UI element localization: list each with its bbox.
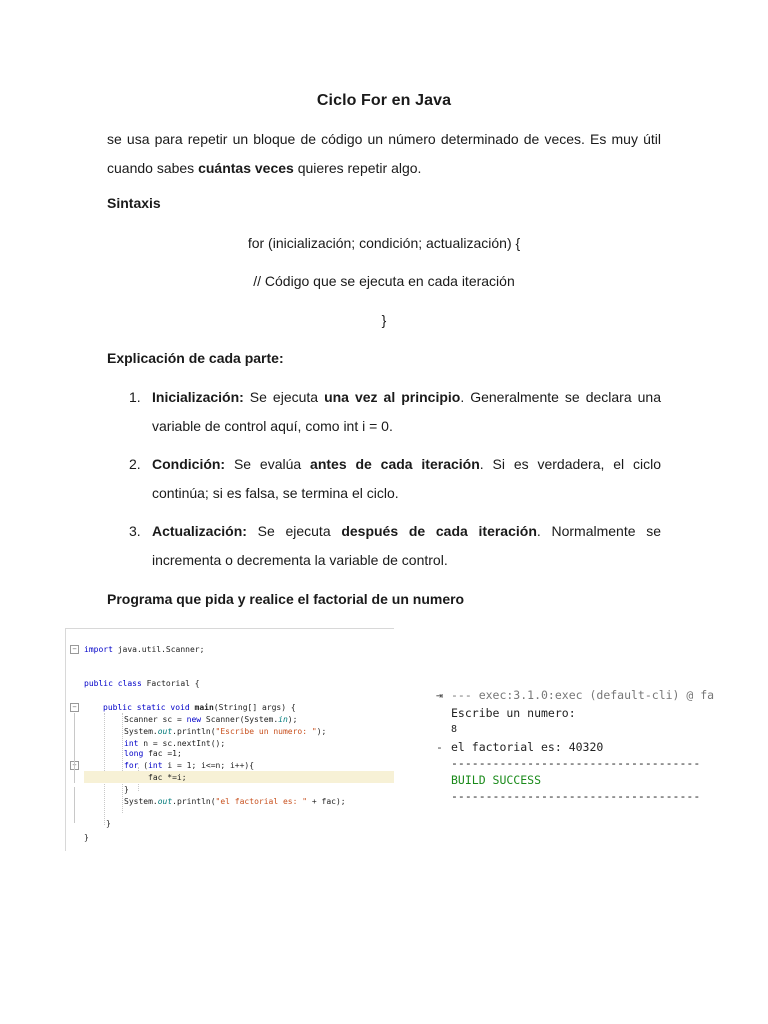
list-item-3	[152, 517, 661, 575]
console-input: 8	[451, 724, 458, 735]
intro-text: cuando sabes	[107, 160, 199, 176]
list-term: Actualización:	[152, 523, 247, 539]
keyword: int	[124, 739, 139, 748]
intro-text-end: quieres repetir algo.	[293, 160, 422, 176]
syntax-line-3: }	[381, 312, 387, 328]
console-exec-line: --- exec:3.1.0:exec (default-cli) @ fa	[451, 688, 715, 702]
fold-toggle-icon: −	[70, 761, 79, 770]
list-text: . Si es verdadera, el ciclo continúa; si es falsa, se termina el ciclo.	[152, 456, 661, 501]
fold-guide	[74, 713, 75, 783]
code-line-for	[124, 761, 254, 770]
console-result: el factorial es: 40320	[451, 740, 604, 754]
list-text: . Normalmente se incrementa o decrementa la variable de control.	[152, 523, 662, 568]
intro-bold: cuántas veces	[198, 160, 294, 176]
code-line-long	[124, 749, 182, 758]
keyword: for	[124, 761, 139, 770]
code-line-fac: fac *=i;	[148, 773, 187, 782]
code-line-print1	[124, 727, 326, 736]
code-text: (	[138, 761, 149, 770]
fold-toggle-icon: −	[70, 645, 79, 654]
syntax-line-2: // Código que se ejecuta en cada iteración	[253, 273, 515, 289]
list-term: Condición:	[152, 456, 226, 472]
list-text: Se evalúa	[225, 456, 311, 472]
list-bold: después de cada iteración	[341, 523, 537, 539]
code-text: );	[316, 727, 327, 736]
syntax-heading: Sintaxis	[107, 195, 161, 211]
code-text: .println(	[172, 727, 216, 736]
indent-guide	[122, 713, 123, 813]
syntax-line-1: for (inicialización; condición; actualización) {	[247, 235, 521, 251]
code-line-int	[124, 739, 225, 748]
string-literal: "el factorial es: "	[215, 797, 308, 806]
code-text: Scanner(System.	[201, 715, 279, 724]
explanation-heading: Explicación de cada parte:	[107, 350, 284, 366]
code-text: Factorial {	[141, 679, 200, 688]
code-line-class	[84, 679, 200, 688]
code-text: .println(	[172, 797, 216, 806]
list-bold: una vez al principio	[324, 389, 461, 405]
field: out	[157, 727, 173, 736]
list-item-1	[152, 383, 661, 441]
field: in	[278, 715, 288, 724]
intro-line-1: se usa para repetir un bloque de código un número determinado de veces. Es muy útil	[107, 131, 661, 147]
code-text: + fac);	[307, 797, 346, 806]
method-name: main	[189, 703, 214, 712]
code-text: i = 1; i<=n; i++){	[162, 761, 255, 770]
code-line-close-for: }	[124, 785, 129, 794]
code-text: );	[287, 715, 298, 724]
console-separator: ------------------------------------	[451, 756, 701, 770]
list-term: Inicialización:	[152, 389, 244, 405]
program-heading: Programa que pida y realice el factorial de un numero	[107, 591, 465, 607]
code-text: System.	[124, 727, 158, 736]
code-line-close-main: }	[106, 819, 111, 828]
list-text: Se ejecuta	[246, 523, 342, 539]
code-text: (String[] args) {	[213, 703, 296, 712]
list-bold: antes de cada iteración	[310, 456, 480, 472]
indent-guide	[104, 713, 105, 825]
code-line-close-class: }	[84, 833, 89, 842]
keyword: int	[148, 761, 163, 770]
console-build-status: BUILD SUCCESS	[451, 773, 542, 787]
console-gutter-marker: -	[436, 740, 443, 754]
code-text: Scanner sc =	[124, 715, 187, 724]
console-output-screenshot	[432, 686, 715, 803]
code-text: n = sc.nextInt();	[138, 739, 226, 748]
code-text: java.util.Scanner;	[112, 645, 205, 654]
current-line-highlight	[84, 771, 394, 783]
field: out	[157, 797, 173, 806]
string-literal: "Escribe un numero: "	[215, 727, 317, 736]
code-text: fac =1;	[143, 749, 182, 758]
keyword: new	[186, 715, 202, 724]
code-line-main	[103, 703, 296, 712]
code-line-import	[84, 645, 204, 654]
console-gutter-icon: ⇥	[436, 688, 443, 702]
document-title: Ciclo For en Java	[316, 92, 452, 109]
code-text: System.	[124, 797, 158, 806]
keyword: long	[124, 749, 144, 758]
list-text: . Generalmente se declara una variable de control aquí, como int i = 0.	[152, 389, 661, 434]
fold-toggle-icon: −	[70, 703, 79, 712]
intro-line-2	[107, 154, 661, 183]
code-editor-screenshot	[65, 628, 394, 851]
list-text: Se ejecuta	[243, 389, 325, 405]
list-number-2: 2.	[129, 456, 141, 472]
intro-paragraph	[107, 125, 661, 183]
keyword: public static void	[103, 703, 190, 712]
keyword: import	[84, 645, 113, 654]
console-separator: ------------------------------------	[451, 789, 701, 803]
fold-guide	[74, 787, 75, 823]
code-line-print2	[124, 797, 346, 806]
code-line-scanner	[124, 715, 297, 724]
console-prompt: Escribe un numero:	[451, 706, 576, 720]
list-number-1: 1.	[129, 389, 141, 405]
list-number-3: 3.	[129, 523, 141, 539]
list-item-2	[152, 450, 661, 508]
keyword: public class	[84, 679, 142, 688]
